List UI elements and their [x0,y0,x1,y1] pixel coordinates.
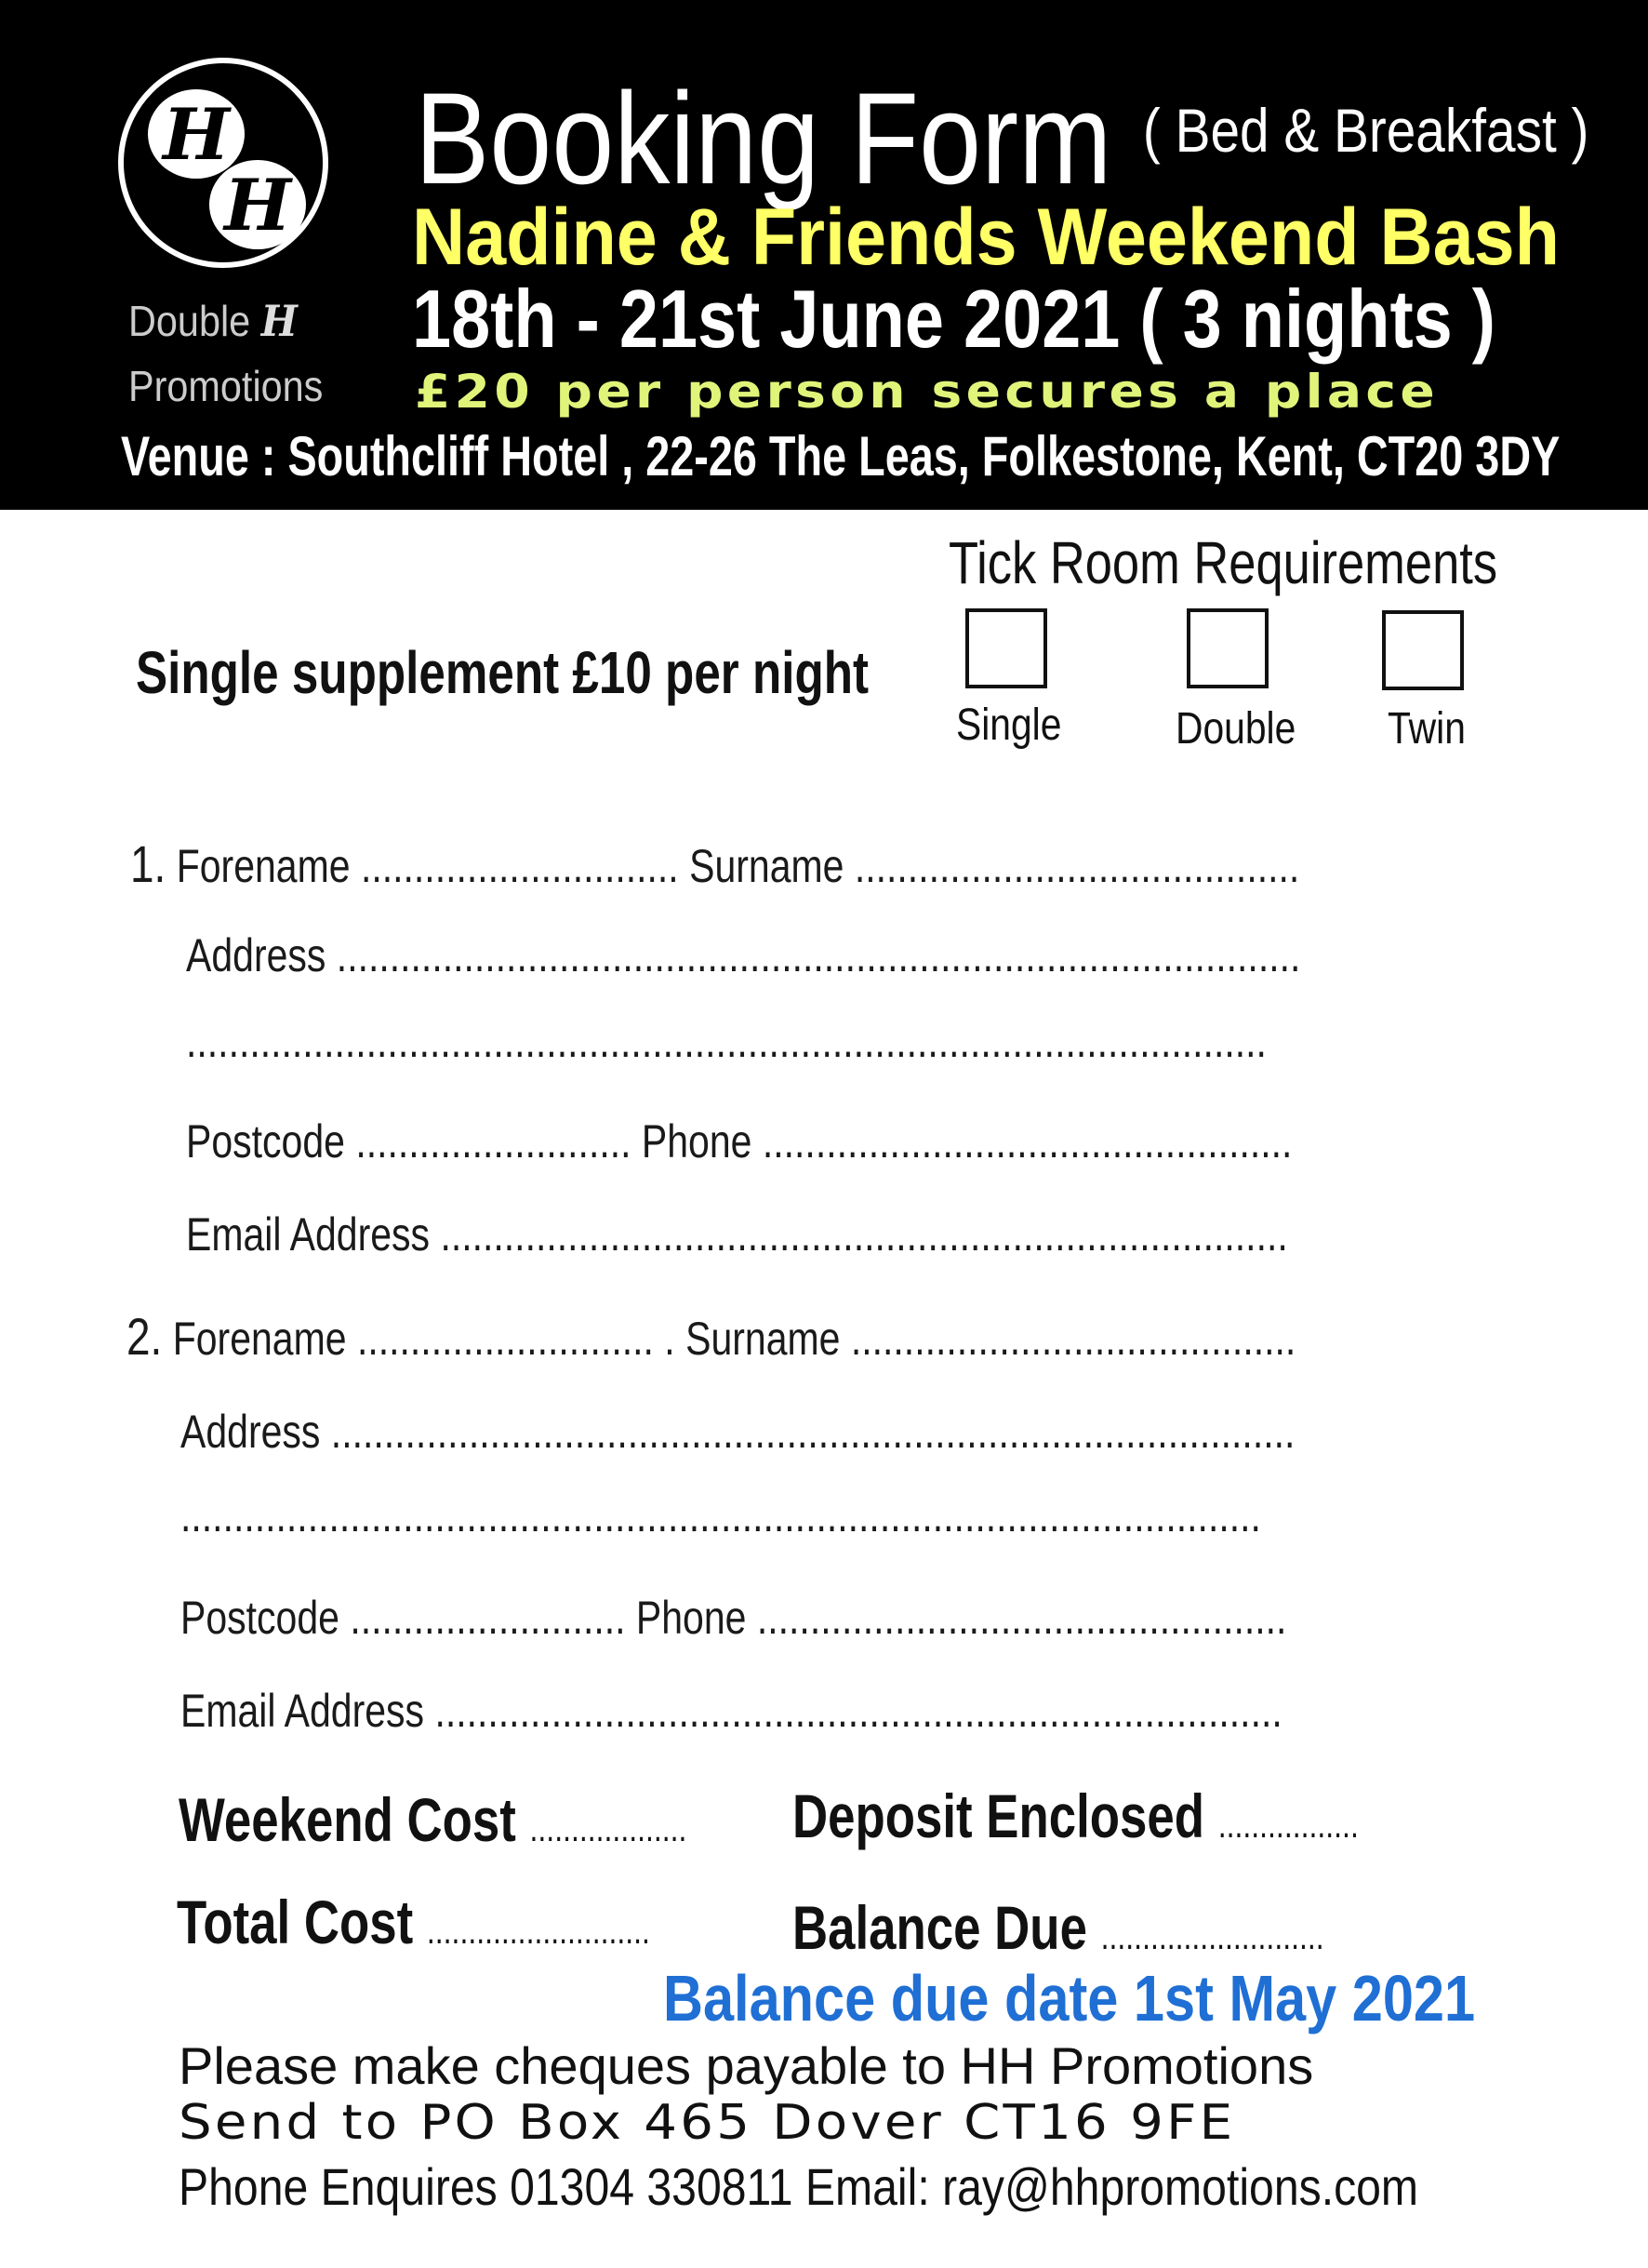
balance-due-field[interactable]: ........................... [1100,1916,1324,1957]
person2-forename-field[interactable]: Forename ............................ . [172,1313,675,1365]
event-dates [412,272,1495,367]
person1-postcode-field[interactable]: Postcode .......................... [186,1115,631,1167]
brand-double: Double [128,297,251,345]
title-main: Booking Form [415,65,1112,211]
person2-address-field[interactable]: Address ........................................................................................... [180,1406,1296,1458]
person2-name-row [126,1306,1296,1367]
title-sub: ( Bed & Breakfast ) [1142,96,1589,165]
total-cost-row [177,1887,650,1957]
person1-surname-field[interactable]: Surname .......................................... [689,840,1300,892]
person1-number: 1. [130,834,166,893]
deposit-field[interactable]: ................. [1217,1805,1359,1846]
hh-logo [118,58,328,268]
balance-due-row [792,1892,1324,1963]
page-title [415,56,1588,213]
person1-contact-row [186,1114,1292,1168]
brand-line-1 [128,296,298,346]
room-label-single: Single [956,700,1062,750]
logo-letter-h-bottom: H [209,160,306,249]
person1-phone-field[interactable]: Phone .................................................. [641,1115,1293,1167]
cheques-note: Please make cheques payable to HH Promotions [179,2036,1314,2095]
balance-due-label: Balance Due [792,1893,1087,1962]
person2-email-field[interactable]: Email Address ................................................................................ [180,1685,1283,1737]
person1-address-field[interactable]: Address ........................................................................................... [186,929,1301,981]
person1-email-field[interactable]: Email Address ................................................................................ [186,1208,1288,1261]
person1-forename-field[interactable]: Forename .............................. [176,840,679,892]
person2-postcode-field[interactable]: Postcode .......................... [180,1592,626,1644]
person2-contact-row [180,1591,1286,1645]
send-to-address: Send to PO Box 465 Dover CT16 9FE [179,2095,1236,2151]
room-label-double: Double [1176,704,1296,754]
weekend-cost-label: Weekend Cost [179,1785,516,1854]
brand-promotions: Promotions [128,362,324,410]
checkbox-double[interactable] [1187,608,1269,688]
weekend-cost-field[interactable]: ................... [529,1808,687,1849]
weekend-cost-row [179,1784,686,1855]
total-cost-label: Total Cost [177,1888,414,1956]
checkbox-single[interactable] [965,608,1047,688]
dates-range: 18th - 21st June 2021 [412,273,1121,365]
room-label-twin: Twin [1388,704,1466,754]
person2-phone-field[interactable]: Phone .................................................. [635,1592,1287,1644]
person2-surname-field[interactable]: Surname .......................................... [685,1313,1296,1365]
person2-address-line2[interactable]: ...................................................................................................... [180,1489,1261,1541]
deposit-row [792,1781,1359,1851]
venue-line: Venue : Southcliff Hotel , 22-26 The Leas, Folkestone, Kent, CT20 3DY [121,425,1561,487]
price-note: £20 per person secures a place [415,365,1440,419]
total-cost-field[interactable]: ........................... [426,1911,650,1952]
person2-number: 2. [126,1307,163,1366]
header-banner [0,0,1648,510]
person1-address-line2[interactable]: ...................................................................................................... [186,1015,1267,1067]
logo-letter-h-top: H [148,89,245,179]
single-supplement-note: Single supplement £10 per night [136,639,870,706]
event-name: Nadine & Friends Weekend Bash [412,193,1561,282]
person1-name-row [130,834,1299,894]
phone-enquires: Phone Enquires 01304 330811 Email: ray@hhpromotions.com [179,2157,1419,2216]
checkbox-twin[interactable] [1382,610,1464,690]
deposit-label: Deposit Enclosed [792,1781,1205,1850]
brand-h-glyph: H [260,296,298,346]
dates-nights: ( 3 nights ) [1139,273,1495,365]
balance-due-date: Balance due date 1st May 2021 [663,1962,1476,2035]
room-requirements-heading: Tick Room Requirements [949,529,1498,596]
